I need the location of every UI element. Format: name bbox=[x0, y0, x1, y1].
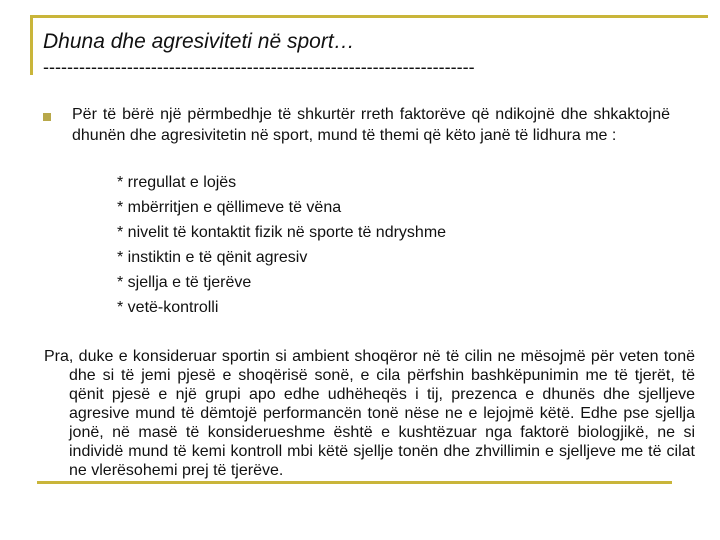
bullet-intro: Për të bërë një përmbedhje të shkurtër rreth faktorëve që ndikojnë dhe shkaktojnë dhunën dhe agresivitetin në sport, mund të themi që këto janë të lidhura me : bbox=[72, 106, 670, 144]
factor-item: * rregullat e lojës bbox=[117, 174, 237, 191]
frame-bottom-line bbox=[37, 481, 672, 484]
frame-top-line bbox=[30, 15, 708, 18]
factor-item: * mbërritjen e qëllimeve të vëna bbox=[117, 199, 342, 216]
factor-item: * vetë-kontrolli bbox=[117, 299, 219, 316]
dashed-divider: ------------------------------------------------------------------------ bbox=[43, 57, 475, 77]
slide-title: Dhuna dhe agresiviteti në sport… bbox=[43, 30, 355, 53]
square-bullet-icon bbox=[43, 113, 51, 121]
frame-left-line bbox=[30, 15, 33, 75]
factor-list bbox=[117, 170, 446, 320]
factor-item: * sjellja e të tjerëve bbox=[117, 274, 252, 291]
bullet-intro-text bbox=[72, 104, 670, 146]
factor-item: * nivelit të kontaktit fizik në sporte të ndryshme bbox=[117, 224, 447, 241]
conclusion-paragraph: Pra, duke e konsideruar sportin si ambient shoqëror në të cilin ne mësojmë për veten tonë dhe si të jemi pjesë e shoqërisë sonë, e cila përfshin bashkëpunimin me të tjerët, të qënit pjesë e një grupi apo edhe udhëheqës i tij, prezenca e dhunës dhe sjelljeve agresive mund të dëmtojë performancën tonë nëse ne e lejojmë këtë. Edhe pse sjellja jonë, në masë të konsiderueshme është e kushtëzuar nga faktorë biologjikë, ne si individë mund të kemi kontroll mbi këtë sjellje tonën dhe zhvillimin e sjelljeve me të cilat ne vlerësohemi prej të tjerëve. bbox=[44, 348, 695, 479]
factor-item: * instiktin e të qënit agresiv bbox=[117, 249, 308, 266]
